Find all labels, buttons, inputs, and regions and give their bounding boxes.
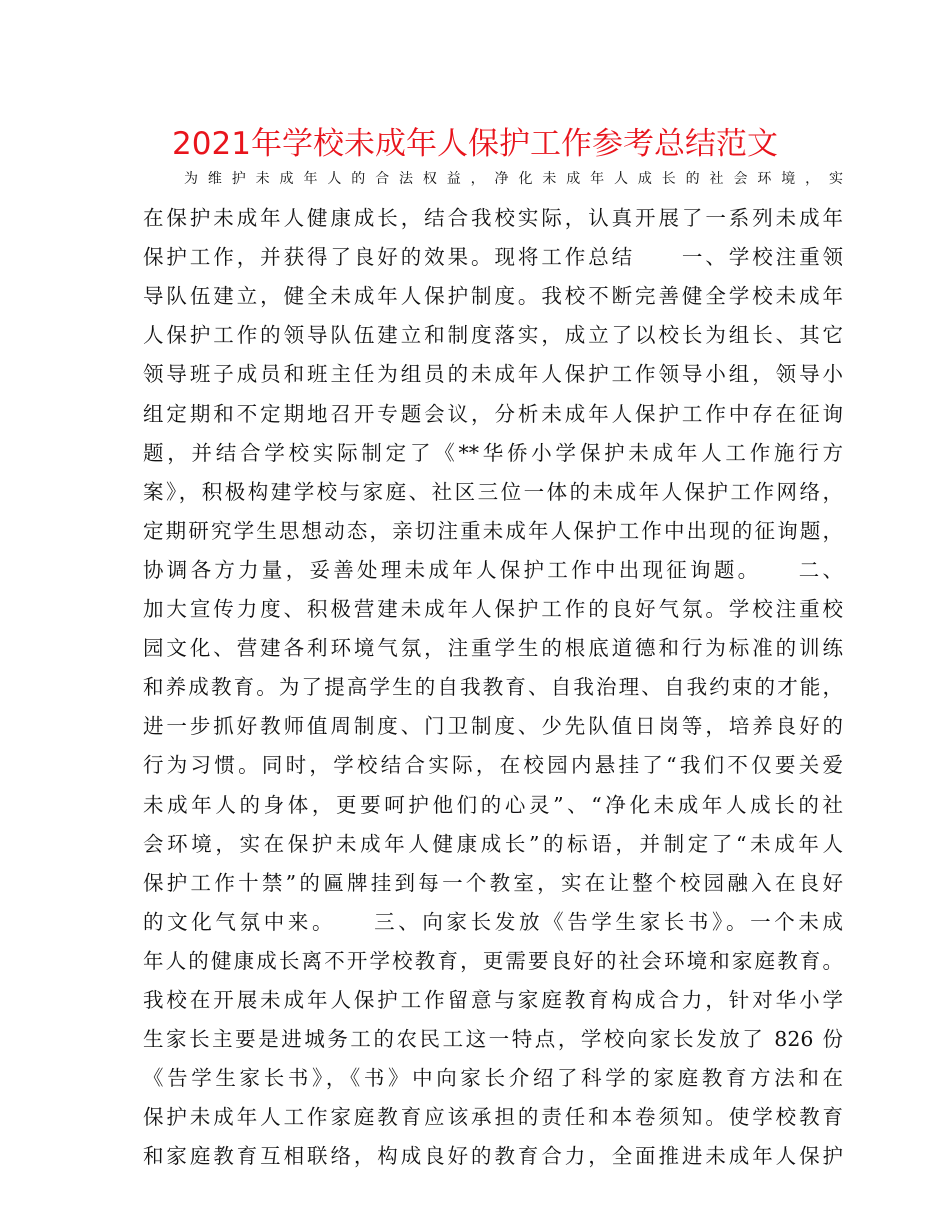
body-line: 和养成教育。为了提高学生的自我教育、自我治理、自我约束的才能， <box>143 675 843 700</box>
body-line: 生家长主要是进城务工的农民工这一特点，学校向家长发放了 826 份 <box>143 1027 843 1052</box>
body-line: 和家庭教育互相联络，构成良好的教育合力，全面推进未成年人保护 <box>143 1144 843 1169</box>
body-line: 导队伍建立，健全未成年人保护制度。我校不断完善健全学校未成年 <box>143 284 843 309</box>
body-line: 的文化气氛中来。 三、向家长发放《告学生家长书》。一个未成 <box>143 909 843 934</box>
body-line: 保护工作，并获得了良好的效果。现将工作总结 一、学校注重领 <box>143 245 843 270</box>
body-line: 题，并结合学校实际制定了《**华侨小学保护未成年人工作施行方 <box>143 440 843 465</box>
body-line: 我校在开展未成年人保护工作留意与家庭教育构成合力，针对华小学 <box>143 987 843 1012</box>
body-line: 在保护未成年人健康成长，结合我校实际，认真开展了一系列未成年 <box>143 206 843 231</box>
body-line: 园文化、营建各利环境气氛，注重学生的根底道德和行为标准的训练 <box>143 636 843 661</box>
body-line: 加大宣传力度、积极营建未成年人保护工作的良好气氛。学校注重校 <box>143 597 843 622</box>
body-line: 未成年人的身体，更要呵护他们的心灵”、“净化未成年人成长的社 <box>143 792 843 817</box>
body-line: 协调各方力量，妥善处理未成年人保护工作中出现征询题。 二、 <box>143 557 843 582</box>
body-line: 《告学生家长书》，《书》中向家长介绍了科学的家庭教育方法和在 <box>143 1066 843 1091</box>
body-line: 人保护工作的领导队伍建立和制度落实，成立了以校长为组长、其它 <box>143 323 843 348</box>
body-line: 保护未成年人工作家庭教育应该承担的责任和本卷须知。使学校教育 <box>143 1105 843 1130</box>
body-line: 组定期和不定期地召开专题会议，分析未成年人保护工作中存在征询 <box>143 401 843 426</box>
body-line: 行为习惯。同时，学校结合实际，在校园内悬挂了“我们不仅要关爱 <box>143 753 843 778</box>
body-line: 领导班子成员和班主任为组员的未成年人保护工作领导小组，领导小 <box>143 362 843 387</box>
body-line: 为维护未成年人的合法权益，净化未成年人成长的社会环境，实 <box>184 171 843 187</box>
body-line: 定期研究学生思想动态，亲切注重未成年人保护工作中出现的征询题， <box>143 518 843 543</box>
body-line: 进一步抓好教师值周制度、门卫制度、少先队值日岗等，培养良好的 <box>143 714 843 739</box>
document-title: 2021年学校未成年人保护工作参考总结范文 <box>172 126 778 162</box>
body-line: 保护工作十禁”的匾牌挂到每一个教室，实在让整个校园融入在良好 <box>143 870 843 895</box>
body-line: 年人的健康成长离不开学校教育，更需要良好的社会环境和家庭教育。 <box>143 948 843 973</box>
body-line: 案》，积极构建学校与家庭、社区三位一体的未成年人保护工作网络， <box>143 479 843 504</box>
document-body <box>143 160 843 1176</box>
body-line: 会环境，实在保护未成年人健康成长”的标语，并制定了“未成年人 <box>143 831 843 856</box>
